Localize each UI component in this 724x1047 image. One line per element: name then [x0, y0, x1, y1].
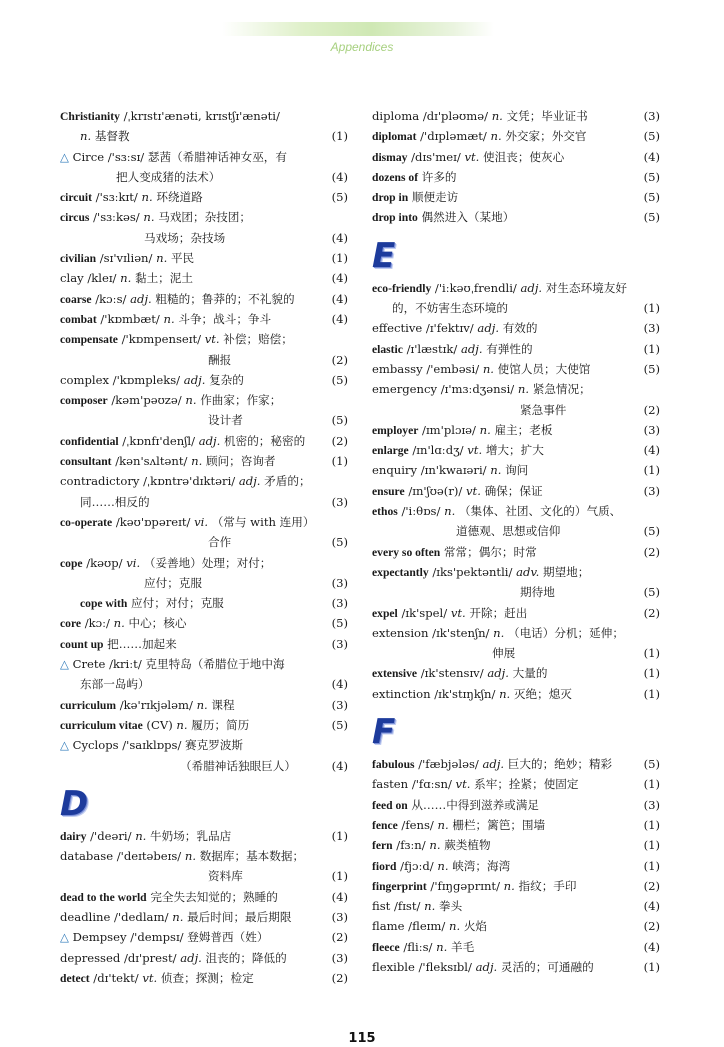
unit-number: (1)	[643, 817, 660, 832]
entry-line: fiord /fjɔːd/ n. 峡湾；海湾 (1)	[372, 856, 660, 876]
unit-number: (3)	[331, 575, 348, 590]
unit-number: (5)	[643, 524, 660, 539]
entry-line: drop into 偶然进入（某地） (5)	[372, 207, 660, 227]
entry-line: 应付；克服 (3)	[60, 573, 348, 593]
unit-number: (1)	[331, 869, 348, 884]
unit-number: (2)	[643, 878, 660, 893]
entry-line: 的，不妨害生态环境的 (1)	[372, 298, 660, 318]
unit-number: (3)	[331, 636, 348, 651]
entry-line: 伸展 (1)	[372, 643, 660, 663]
entry-line: circuit /'sɜːkɪt/ n. 环绕道路 (5)	[60, 187, 348, 207]
entry-line: co-operate /kəʊ'ɒpəreɪt/ vi. （常与 with 连用）	[60, 514, 315, 529]
entry-line: extension /ɪk'stenʃn/ n. （电话）分机；延伸；	[372, 625, 624, 640]
entry-line: 同……相反的 (3)	[60, 492, 348, 512]
page-header: Appendices	[330, 40, 394, 54]
unit-number: (1)	[331, 828, 348, 843]
unit-number: (5)	[331, 372, 348, 387]
section-letter-e: E	[372, 235, 396, 276]
entry-line: detect /dɪ'tekt/ vt. 侦查；探测；检定 (2)	[60, 968, 348, 988]
entry-line: composer /kəm'pəʊzə/ n. 作曲家；作家；	[60, 393, 282, 408]
entry-line: drop in 顺便走访 (5)	[372, 187, 660, 207]
entry-line: △ Cyclops /'saɪklɒps/ 赛克罗波斯	[60, 738, 244, 753]
unit-number: (5)	[331, 717, 348, 732]
entry-line: confidential /ˌkɒnfɪ'denʃl/ adj. 机密的；秘密的 (2)	[60, 431, 348, 451]
triangle-icon: △	[60, 738, 69, 753]
unit-number: (1)	[643, 301, 660, 316]
entry-line: elastic /ɪ'læstɪk/ adj. 有弹性的 (1)	[372, 339, 660, 359]
entry-line: fingerprint /'fɪŋgəprɪnt/ n. 指纹；手印 (2)	[372, 876, 660, 896]
entry-line: deadline /'dedlaɪn/ n. 最后时间；最后期限 (3)	[60, 907, 348, 927]
section-letter-d: D	[60, 783, 89, 824]
entry-line: 紧急事件 (2)	[372, 400, 660, 420]
entry-line: diplomat /'dɪpləmæt/ n. 外交家；外交官 (5)	[372, 126, 660, 146]
unit-number: (4)	[331, 291, 348, 306]
unit-number: (2)	[643, 402, 660, 417]
entry-line: count up 把……加起来 (3)	[60, 634, 348, 654]
entry-line: every so often 常常；偶尔；时常 (2)	[372, 542, 660, 562]
unit-number: (5)	[643, 361, 660, 376]
entry-line: eco-friendly /'iːkəʊˌfrendli/ adj. 对生态环境友好	[372, 280, 627, 295]
entry-line: database /'deɪtəbeɪs/ n. 数据库；基本数据；	[60, 849, 305, 864]
entry-line: Christianity /ˌkrɪstɪ'ænəti, krɪstʃɪ'ænəti/	[60, 109, 280, 123]
entry-line: emergency /ɪ'mɜːdʒənsi/ n. 紧急情况；	[372, 382, 591, 397]
entry-line: feed on 从……中得到滋养或满足 (3)	[372, 795, 660, 815]
entry-line: extensive /ɪk'stensɪv/ adj. 大量的 (1)	[372, 663, 660, 683]
entry-line: curriculum /kə'rɪkjələm/ n. 课程 (3)	[60, 695, 348, 715]
entry-line: flame /fleɪm/ n. 火焰 (2)	[372, 916, 660, 936]
unit-number: (4)	[643, 899, 660, 914]
entry-line: △ Crete /kriːt/ 克里特岛（希腊位于地中海	[60, 657, 285, 672]
unit-number: (5)	[331, 535, 348, 550]
unit-number: (4)	[643, 939, 660, 954]
right-column	[372, 106, 660, 977]
unit-number: (1)	[643, 858, 660, 873]
unit-number: (4)	[331, 169, 348, 184]
entry-line: enquiry /ɪn'kwaɪəri/ n. 询问 (1)	[372, 460, 660, 480]
entry-line: coarse /kɔːs/ adj. 粗糙的；鲁莽的；不礼貌的 (4)	[60, 289, 348, 309]
entry-line: embassy /'embəsi/ n. 使馆人员；大使馆 (5)	[372, 359, 660, 379]
unit-number: (1)	[643, 463, 660, 478]
unit-number: (3)	[331, 909, 348, 924]
entry-line: 东部一岛屿） (4)	[60, 674, 348, 694]
unit-number: (1)	[643, 341, 660, 356]
entry-line: 设计者 (5)	[60, 410, 348, 430]
entry-line: contradictory /ˌkɒntrə'dɪktəri/ adj. 矛盾的；	[60, 474, 311, 489]
entry-line: extinction /ɪk'stɪŋkʃn/ n. 灭绝；熄灭 (1)	[372, 684, 660, 704]
unit-number: (1)	[643, 646, 660, 661]
entry-line: fleece /fliːs/ n. 羊毛 (4)	[372, 937, 660, 957]
unit-number: (5)	[643, 169, 660, 184]
unit-number: (5)	[643, 757, 660, 772]
unit-number: (4)	[331, 230, 348, 245]
entry-line: expectantly /ɪks'pektəntli/ adv. 期望地；	[372, 564, 590, 579]
unit-number: (5)	[331, 190, 348, 205]
entry-line: fist /fɪst/ n. 拳头 (4)	[372, 896, 660, 916]
unit-number: (2)	[331, 970, 348, 985]
unit-number: (1)	[643, 666, 660, 681]
triangle-icon: △	[60, 149, 69, 164]
unit-number: (3)	[643, 422, 660, 437]
unit-number: (5)	[643, 585, 660, 600]
entry-line: civilian /sɪ'vɪliən/ n. 平民 (1)	[60, 248, 348, 268]
entry-line: clay /kleɪ/ n. 黏土；泥土 (4)	[60, 268, 348, 288]
entry-line: △ Dempsey /'dempsɪ/ 登姆普西（姓） (2)	[60, 927, 348, 947]
left-column	[60, 106, 348, 988]
entry-line: fence /fens/ n. 栅栏；篱笆；围墙 (1)	[372, 815, 660, 835]
entry-line: enlarge /ɪn'lɑːdʒ/ vt. 增大；扩大 (4)	[372, 440, 660, 460]
header-decoration	[222, 22, 494, 36]
entry-line: dozens of 许多的 (5)	[372, 167, 660, 187]
unit-number: (3)	[643, 483, 660, 498]
unit-number: (4)	[331, 311, 348, 326]
entry-line: 合作 (5)	[60, 532, 348, 552]
unit-number: (3)	[331, 494, 348, 509]
entry-line: core /kɔː/ n. 中心；核心 (5)	[60, 613, 348, 633]
unit-number: (2)	[331, 930, 348, 945]
entry-line: fern /fɜːn/ n. 蕨类植物 (1)	[372, 835, 660, 855]
entry-line: curriculum vitae (CV) n. 履历；简历 (5)	[60, 715, 348, 735]
unit-number: (5)	[643, 210, 660, 225]
entry-line: circus /'sɜːkəs/ n. 马戏团；杂技团；	[60, 210, 251, 225]
entry-line: 把人变成猪的法术） (4)	[60, 167, 348, 187]
unit-number: (1)	[643, 777, 660, 792]
unit-number: (5)	[331, 413, 348, 428]
unit-number: (3)	[643, 321, 660, 336]
entry-line: effective /ɪ'fektɪv/ adj. 有效的 (3)	[372, 318, 660, 338]
entry-line: cope /kəʊp/ vi. （妥善地）处理；对付；	[60, 555, 272, 570]
entry-line: 期待地 (5)	[372, 582, 660, 602]
unit-number: (4)	[331, 271, 348, 286]
unit-number: (3)	[331, 596, 348, 611]
entry-line: flexible /'fleksɪbl/ adj. 灵活的；可通融的 (1)	[372, 957, 660, 977]
unit-number: (2)	[643, 605, 660, 620]
triangle-icon: △	[60, 657, 69, 672]
unit-number: (5)	[643, 129, 660, 144]
page-number: 115	[348, 1031, 376, 1046]
unit-number: (5)	[331, 616, 348, 631]
entry-line: compensate /'kɒmpenseɪt/ vt. 补偿；赔偿；	[60, 332, 293, 347]
unit-number: (2)	[643, 919, 660, 934]
entry-line: 马戏场；杂技场 (4)	[60, 228, 348, 248]
entry-line: diploma /dɪ'pləʊmə/ n. 文凭；毕业证书 (3)	[372, 106, 660, 126]
unit-number: (4)	[331, 758, 348, 773]
entry-line: 酬报 (2)	[60, 350, 348, 370]
unit-number: (1)	[331, 251, 348, 266]
entry-line: combat /'kɒmbæt/ n. 斗争；战斗；争斗 (4)	[60, 309, 348, 329]
unit-number: (1)	[331, 454, 348, 469]
entry-line: ethos /'iːθɒs/ n. （集体、社团、文化的）气质、	[372, 504, 622, 519]
unit-number: (4)	[643, 149, 660, 164]
entry-line: expel /ɪk'spel/ vt. 开除；赶出 (2)	[372, 603, 660, 623]
unit-number: (1)	[643, 959, 660, 974]
entry-line: fasten /'fɑːsn/ vt. 系牢；拴紧；使固定 (1)	[372, 774, 660, 794]
unit-number: (2)	[643, 544, 660, 559]
entry-line: ensure /ɪn'ʃʊə(r)/ vt. 确保；保证 (3)	[372, 481, 660, 501]
unit-number: (3)	[643, 109, 660, 123]
entry-line: △ Circe /'sɜːsɪ/ 瑟茜（希腊神话神女巫，有	[60, 149, 287, 164]
entry-line: n. 基督教 (1)	[60, 126, 348, 146]
unit-number: (4)	[331, 889, 348, 904]
section-letter-f: F	[372, 712, 396, 753]
unit-number: (3)	[331, 950, 348, 965]
entry-line: 资料库 (1)	[60, 866, 348, 886]
entry-line: fabulous /'fæbjələs/ adj. 巨大的；绝妙；精彩 (5)	[372, 754, 660, 774]
unit-number: (4)	[643, 443, 660, 458]
entry-line: （希腊神话独眼巨人） (4)	[60, 756, 348, 776]
unit-number: (2)	[331, 352, 348, 367]
entry-line: 道德观、思想或信仰 (5)	[372, 521, 660, 541]
unit-number: (2)	[331, 433, 348, 448]
entry-line: depressed /dɪ'prest/ adj. 沮丧的；降低的 (3)	[60, 948, 348, 968]
unit-number: (5)	[643, 190, 660, 205]
unit-number: (1)	[643, 686, 660, 701]
entry-line: dismay /dɪs'meɪ/ vt. 使沮丧；使灰心 (4)	[372, 147, 660, 167]
entry-line: consultant /kən'sʌltənt/ n. 顾问；咨询者 (1)	[60, 451, 348, 471]
entry-line: cope with 应付；对付；克服 (3)	[60, 593, 348, 613]
unit-number: (3)	[643, 797, 660, 812]
triangle-icon: △	[60, 930, 69, 945]
entry-line: complex /'kɒmpleks/ adj. 复杂的 (5)	[60, 370, 348, 390]
unit-number: (1)	[331, 129, 348, 144]
entry-line: employer /ɪm'plɔɪə/ n. 雇主；老板 (3)	[372, 420, 660, 440]
unit-number: (1)	[643, 838, 660, 853]
entry-line: dairy /'deəri/ n. 牛奶场；乳品店 (1)	[60, 826, 348, 846]
unit-number: (3)	[331, 697, 348, 712]
entry-line: dead to the world 完全失去知觉的；熟睡的 (4)	[60, 887, 348, 907]
unit-number: (4)	[331, 677, 348, 692]
